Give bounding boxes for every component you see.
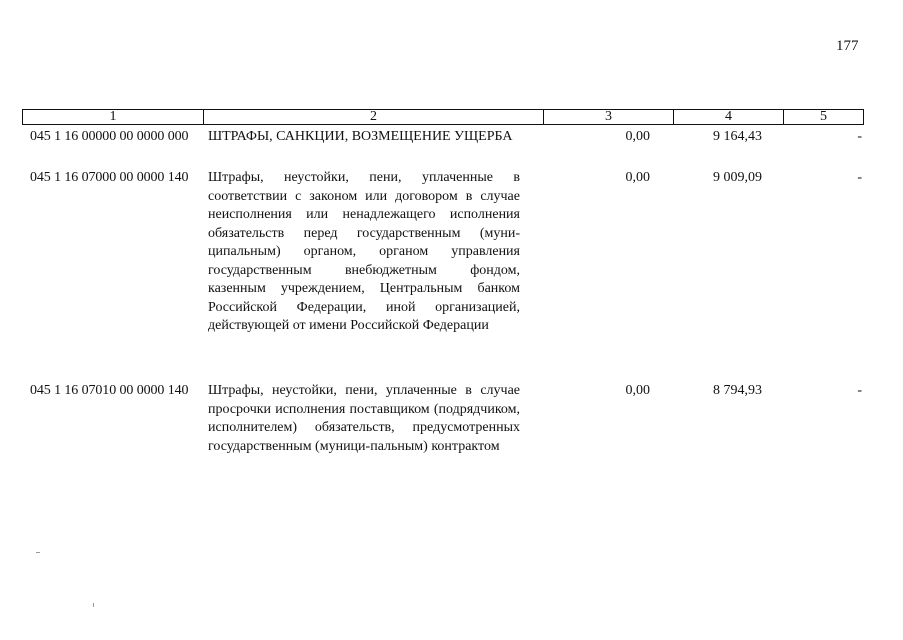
budget-code: 045 1 16 07010 00 0000 140 [30,383,189,398]
scan-speck [93,603,94,607]
value-col-3: 0,00 [625,170,650,185]
budget-code: 045 1 16 00000 00 0000 000 [30,129,189,144]
header-col-4: 4 [674,110,784,124]
page-number: 177 [836,38,859,54]
scan-speck [36,552,40,553]
header-col-5: 5 [820,109,827,124]
value-col-4: 9 009,09 [713,170,762,185]
row-description: ШТРАФЫ, САНКЦИИ, ВОЗМЕЩЕНИЕ УЩЕРБА [208,129,513,144]
value-col-3: 0,00 [625,383,650,398]
value-col-4: 9 164,43 [713,129,762,144]
budget-code: 045 1 16 07000 00 0000 140 [30,170,189,185]
header-col-3: 3 [544,110,674,124]
value-col-5: - [857,129,862,144]
table-header [22,109,864,125]
value-col-5: - [857,383,862,398]
header-col-1: 1 [23,110,204,124]
value-col-5: - [857,170,862,185]
value-col-4: 8 794,93 [713,383,762,398]
row-description: Штрафы, неустойки, пени, уплаченные в соответствии с законом или договором в случае неисполнения или ненадлежащего исполнения обязательств перед государственным (муни-ципальным) органом, органом управления государственным внебюджетным фондом, казенным учреждением, Центральным банком Российской Федерации, иной организацией, действующей от имени Российской Федерации [208,170,520,333]
row-description: Штрафы, неустойки, пени, уплаченные в случае просрочки исполнения поставщиком (подрядчиком, исполнителем) обязательств, предусмотренных государственным (муници-пальным) контрактом [208,383,520,454]
header-col-2: 2 [204,110,544,124]
value-col-3: 0,00 [625,129,650,144]
